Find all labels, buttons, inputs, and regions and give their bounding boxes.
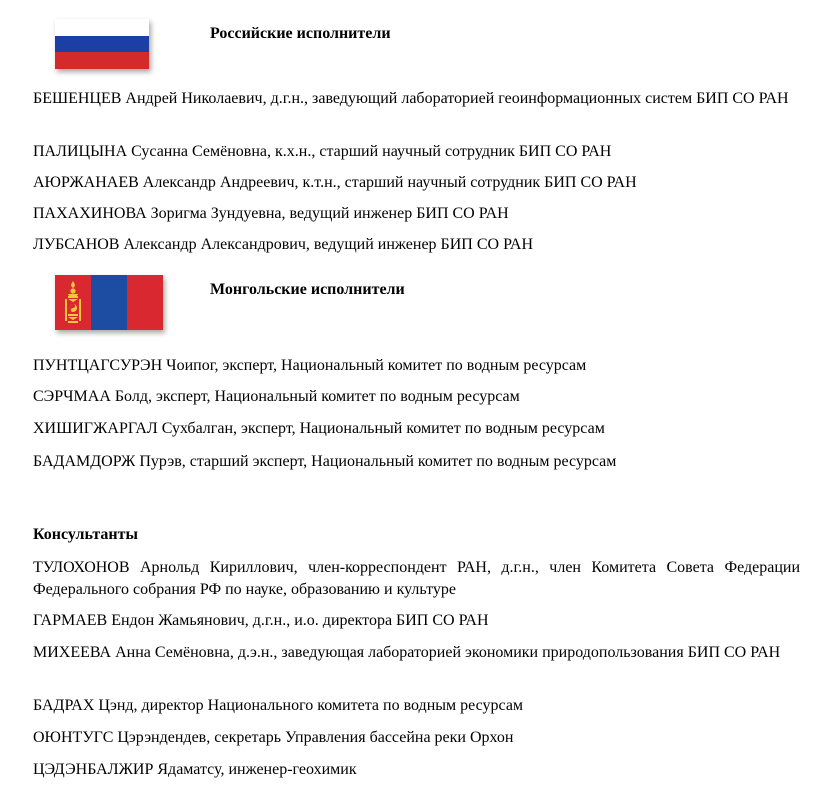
russian-member-1: БЕШЕНЦЕВ Андрей Николаевич, д.г.н., заведующий лабораторией геоинформационных систем БИП СО РАН	[33, 90, 789, 107]
mongolian-member-4: БАДАМДОРЖ Пурэв, старший эксперт, Национальный комитет по водным ресурсам	[33, 453, 617, 470]
flag-blue-band	[91, 275, 127, 330]
flag-red-right-band	[127, 275, 163, 330]
consultant-5: ОЮНТУГС Цэрэндендев, секретарь Управления бассейна реки Орхон	[33, 729, 514, 746]
consultant-6: ЦЭДЭНБАЛЖИР Ядаматсу, инженер-геохимик	[33, 761, 357, 778]
mongolian-member-1: ПУНТЦАГСУРЭН Чоипог, эксперт, Национальный комитет по водным ресурсам	[33, 357, 587, 374]
consultant-4: БАДРАХ Цэнд, директор Национального комитета по водным ресурсам	[33, 697, 524, 714]
mongolian-performers-heading: Монгольские исполнители	[210, 281, 405, 298]
russian-member-5: ЛУБСАНОВ Александр Александрович, ведущий инженер БИП СО РАН	[33, 236, 534, 253]
consultant-1: ТУЛОХОНОВ Арнольд Кириллович, член-корреспондент РАН, д.г.н., член Комитета Совета Федерации Федерального собрания РФ по науке, образованию и культуре	[33, 559, 800, 598]
consultants-heading: Консультанты	[33, 526, 138, 543]
flag-blue-band	[55, 36, 149, 53]
mongolia-flag-icon	[55, 275, 163, 330]
consultant-2: ГАРМАЕВ Ендон Жамьянович, д.г.н., и.о. директора БИП СО РАН	[33, 612, 489, 629]
russian-member-2: ПАЛИЦЫНА Сусанна Семёновна, к.х.н., старший научный сотрудник БИП СО РАН	[33, 143, 612, 160]
russian-member-4: ПАХАХИНОВА Зоригма Зундуевна, ведущий инженер БИП СО РАН	[33, 205, 509, 222]
flag-red-left-band	[55, 275, 91, 330]
flag-white-band	[55, 19, 149, 36]
mongolian-member-3: ХИШИГЖАРГАЛ Сухбалган, эксперт, Национальный комитет по водным ресурсам	[33, 420, 605, 437]
soyombo-icon	[65, 281, 81, 325]
mongolian-member-2: СЭРЧМАА Болд, эксперт, Национальный комитет по водным ресурсам	[33, 388, 520, 405]
russia-flag-icon	[55, 19, 149, 69]
consultant-3: МИХЕЕВА Анна Семёновна, д.э.н., заведующая лабораторией экономики природопользования БИП СО РАН	[33, 644, 781, 661]
russian-performers-heading: Российские исполнители	[210, 25, 391, 42]
flag-red-band	[55, 52, 149, 69]
russian-member-3: АЮРЖАНАЕВ Александр Андреевич, к.т.н., старший научный сотрудник БИП СО РАН	[33, 174, 637, 191]
